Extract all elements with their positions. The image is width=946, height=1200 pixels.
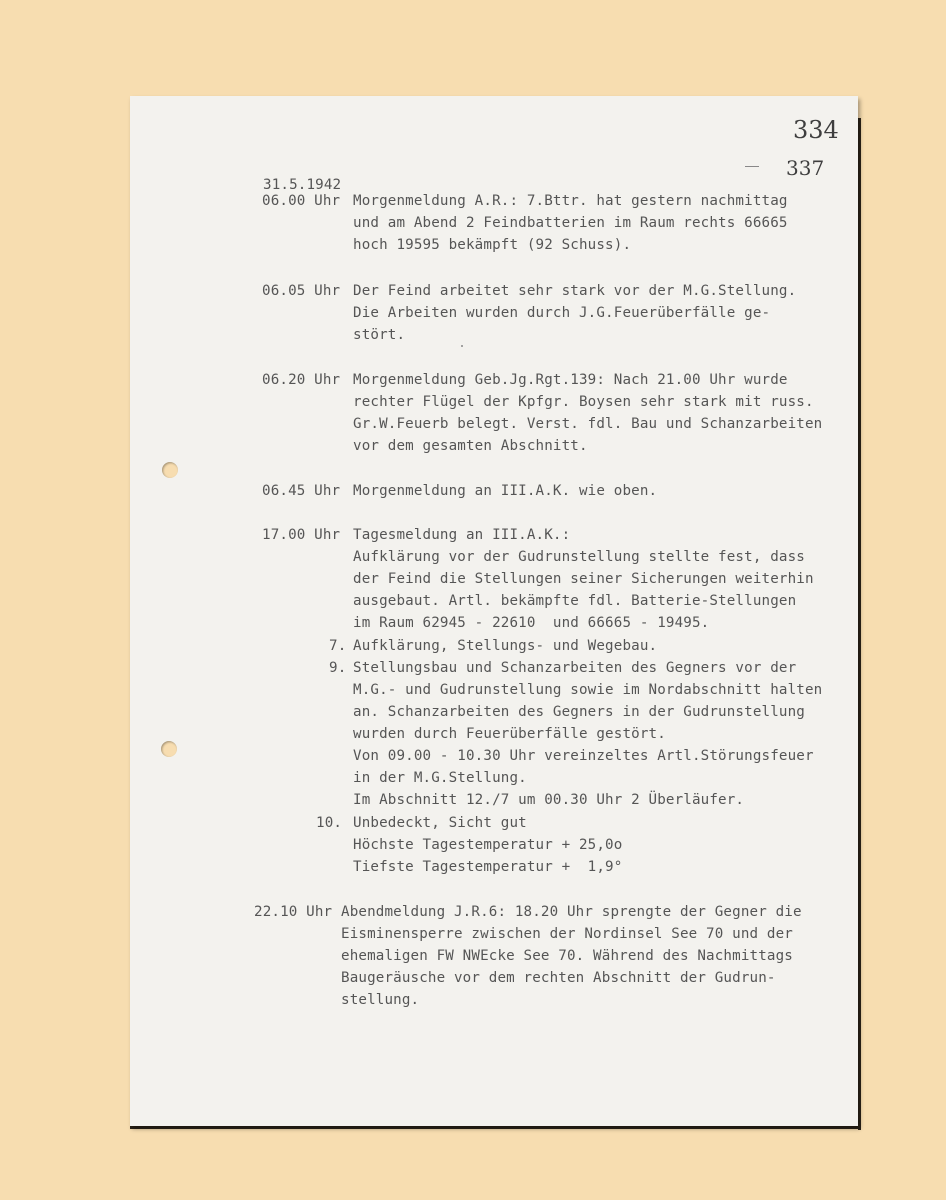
document-date: 31.5.1942 [263, 177, 342, 193]
entry-line: ausgebaut. Artl. bekämpfte fdl. Batterie-Stellungen [353, 593, 797, 609]
point-line: Tiefste Tagestemperatur + 1,9° [353, 859, 623, 875]
entry-line: rechter Flügel der Kpfgr. Boysen sehr stark mit russ. [353, 394, 814, 410]
point-line: Stellungsbau und Schanzarbeiten des Gegners vor der [353, 660, 797, 676]
pencil-mark [745, 166, 759, 167]
paper-edge-shadow [858, 118, 861, 1130]
point-number: 7. [329, 638, 347, 654]
entry-time: 17.00 Uhr [262, 527, 341, 543]
entry-line: und am Abend 2 Feindbatterien im Raum rechts 66665 [353, 215, 788, 231]
entry-line: hoch 19595 bekämpft (92 Schuss). [353, 237, 632, 253]
entry-time: 22.10 Uhr [254, 904, 333, 920]
point-number: 10. [316, 815, 343, 831]
point-line: Im Abschnitt 12./7 um 00.30 Uhr 2 Überläufer. [353, 792, 745, 808]
point-line: an. Schanzarbeiten des Gegners in der Gudrunstellung [353, 704, 805, 720]
entry-line: Baugeräusche vor dem rechten Abschnitt der Gudrun- [341, 970, 776, 986]
entry-line: im Raum 62945 - 22610 und 66665 - 19495. [353, 615, 710, 631]
point-line: Höchste Tagestemperatur + 25,0o [353, 837, 623, 853]
point-number: 9. [329, 660, 347, 676]
entry-line: ehemaligen FW NWEcke See 70. Während des Nachmittags [341, 948, 793, 964]
entry-line: Gr.W.Feuerb belegt. Verst. fdl. Bau und Schanzarbeiten [353, 416, 823, 432]
point-line: wurden durch Feuerüberfälle gestört. [353, 726, 666, 742]
entry-line: Tagesmeldung an III.A.K.: [353, 527, 571, 543]
entry-line: stellung. [341, 992, 420, 1008]
entry-line: Eisminensperre zwischen der Nordinsel See 70 und der [341, 926, 793, 942]
entry-line: Morgenmeldung A.R.: 7.Bttr. hat gestern nachmittag [353, 193, 788, 209]
point-line: Aufklärung, Stellungs- und Wegebau. [353, 638, 658, 654]
entry-line: Abendmeldung J.R.6: 18.20 Uhr sprengte der Gegner die [341, 904, 802, 920]
entry-time: 06.20 Uhr [262, 372, 341, 388]
entry-line: Die Arbeiten wurden durch J.G.Feuerüberfälle ge- [353, 305, 771, 321]
entry-time: 06.00 Uhr [262, 193, 341, 209]
entry-line: der Feind die Stellungen seiner Sicherungen weiterhin [353, 571, 814, 587]
punch-hole [161, 741, 177, 757]
point-line: Von 09.00 - 10.30 Uhr vereinzeltes Artl.Störungsfeuer [353, 748, 814, 764]
entry-line: vor dem gesamten Abschnitt. [353, 438, 588, 454]
point-line: Unbedeckt, Sicht gut [353, 815, 527, 831]
entry-line: Der Feind arbeitet sehr stark vor der M.G.Stellung. [353, 283, 797, 299]
entry-line: stört. [353, 327, 406, 343]
entry-time: 06.45 Uhr [262, 483, 341, 499]
page-number-stamped: 334 [793, 116, 839, 144]
point-line: in der M.G.Stellung. [353, 770, 527, 786]
punch-hole [162, 462, 178, 478]
entry-line: Aufklärung vor der Gudrunstellung stellte fest, dass [353, 549, 805, 565]
entry-line: Morgenmeldung an III.A.K. wie oben. [353, 483, 658, 499]
point-line: M.G.- und Gudrunstellung sowie im Nordabschnitt halten [353, 682, 823, 698]
entry-time: 06.05 Uhr [262, 283, 341, 299]
paper-speck [461, 345, 463, 347]
entry-line: Morgenmeldung Geb.Jg.Rgt.139: Nach 21.00 Uhr wurde [353, 372, 788, 388]
page-number-handwritten: 337 [786, 156, 825, 180]
